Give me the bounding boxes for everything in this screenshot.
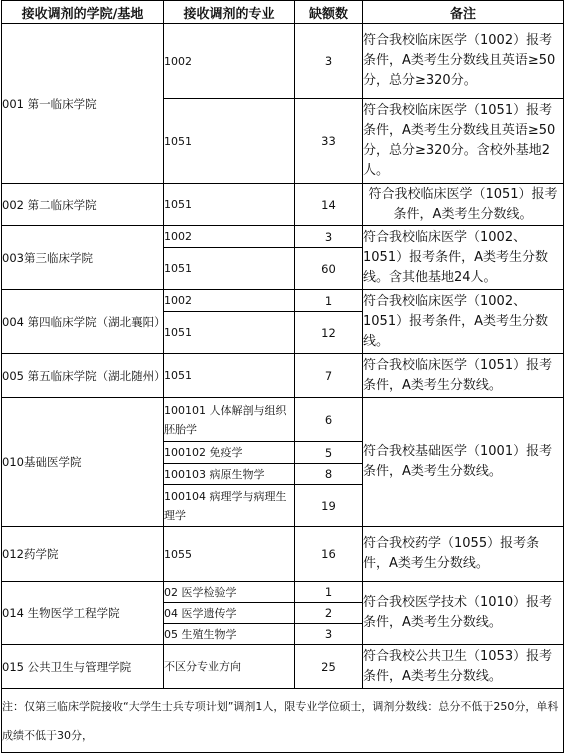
count-cell: 60 [295,248,363,290]
table-row [2,184,564,226]
count-cell: 2 [295,603,363,624]
adjustment-table [1,0,564,753]
table-row [2,582,564,603]
count-cell: 12 [295,312,363,354]
remark-cell: 符合我校临床医学（1002、1051）报考条件，A类考生分数线。含其他基地24人。 [363,226,564,290]
school-cell: 005 第五临床学院（湖北随州） [2,354,164,398]
table-row [2,527,564,582]
school-cell: 002 第二临床学院 [2,184,164,226]
major-cell: 1051 [164,312,295,354]
count-cell: 1 [295,582,363,603]
table-row [2,645,564,689]
remark-cell: 符合我校临床医学（1002）报考条件，A类考生分数线且英语≥50分，总分≥320分。 [363,24,564,99]
header-remark: 备注 [363,1,564,24]
remark-cell: 符合我校基础医学（1001）报考条件，A类考生分数线。 [363,398,564,527]
school-cell: 015 公共卫生与管理学院 [2,645,164,689]
major-cell: 不区分专业方向 [164,645,295,689]
major-cell: 1002 [164,226,295,248]
count-cell: 14 [295,184,363,226]
school-cell: 012药学院 [2,527,164,582]
major-cell: 100102 免疫学 [164,442,295,464]
remark-cell: 符合我校临床医学（1002、1051）报考条件，A类考生分数线。 [363,290,564,354]
school-cell: 001 第一临床学院 [2,24,164,184]
count-cell: 6 [295,398,363,442]
school-cell: 003第三临床学院 [2,226,164,290]
count-cell: 3 [295,624,363,645]
major-cell: 1055 [164,527,295,582]
header-major: 接收调剂的专业 [164,1,295,24]
major-cell: 1002 [164,290,295,312]
count-cell: 3 [295,226,363,248]
count-cell: 7 [295,354,363,398]
major-cell: 05 生殖生物学 [164,624,295,645]
remark-cell: 符合我校医学技术（1010）报考条件，A类考生分数线。 [363,582,564,645]
table-row [2,354,564,398]
major-cell: 1051 [164,99,295,184]
table-row [2,24,564,99]
major-cell: 100103 病原生物学 [164,464,295,485]
remark-cell: 符合我校临床医学（1051）报考条件，A类考生分数线。 [363,184,564,226]
count-cell: 5 [295,442,363,464]
count-cell: 19 [295,485,363,527]
major-cell: 1051 [164,248,295,290]
major-cell: 1051 [164,184,295,226]
header-count: 缺额数 [295,1,363,24]
header-row [2,1,564,24]
remark-cell: 符合我校公共卫生（1053）报考条件，A类考生分数线。 [363,645,564,689]
table-row [2,398,564,442]
count-cell: 16 [295,527,363,582]
note-row [2,689,564,753]
remark-cell: 符合我校临床医学（1051）报考条件，A类考生分数线。 [363,354,564,398]
header-school: 接收调剂的学院/基地 [2,1,164,24]
school-cell: 004 第四临床学院（湖北襄阳） [2,290,164,354]
major-cell: 02 医学检验学 [164,582,295,603]
major-cell: 1002 [164,24,295,99]
count-cell: 25 [295,645,363,689]
major-cell: 100104 病理学与病理生理学 [164,485,295,527]
school-cell: 010基础医学院 [2,398,164,527]
table-row [2,226,564,248]
count-cell: 1 [295,290,363,312]
major-cell: 1051 [164,354,295,398]
count-cell: 33 [295,99,363,184]
major-cell: 04 医学遗传学 [164,603,295,624]
count-cell: 8 [295,464,363,485]
school-cell: 014 生物医学工程学院 [2,582,164,645]
major-cell: 100101 人体解剖与组织胚胎学 [164,398,295,442]
count-cell: 3 [295,24,363,99]
remark-cell: 符合我校临床医学（1051）报考条件，A类考生分数线且英语≥50分，总分≥320分。含校外基地2人。 [363,99,564,184]
remark-cell: 符合我校药学（1055）报考条件，A类考生分数线。 [363,527,564,582]
footnote: 注：仅第三临床学院接收“大学生士兵专项计划”调剂1人，限专业学位硕士，调剂分数线：总分不低于250分，单科成绩不低于30分， [2,689,564,753]
table-row [2,290,564,312]
